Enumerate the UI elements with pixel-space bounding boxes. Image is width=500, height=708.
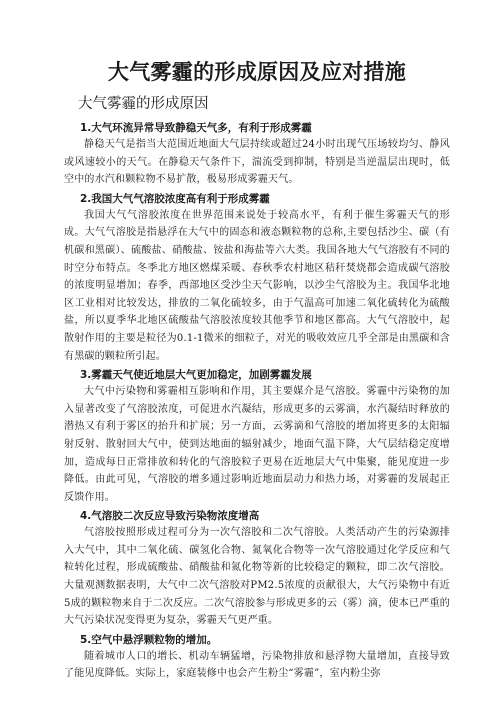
cause-item-1 [64,120,450,189]
cause-paragraph-1: 静稳天气是指当大范围近地面大气层持续或超过24小时出现气压场较均匀、静风或风速较小的天气。在静稳天气条件下，湍流受到抑制，特别是当逆温层出现时，低空中的水汽和颗粒物不易扩散，极易形成雾霾天气。 [64,139,450,186]
cause-item-3 [64,367,450,506]
cause-heading-5: 5.空气中悬浮颗粒物的增加。 [80,633,218,646]
cause-heading-4: 4.气溶胶二次反应导致污染物浓度增高 [80,510,260,523]
cause-paragraph-3: 大气中污染物和雾霾相互影响和作用，其主要媒介是气溶胶。雾霾中污染物的加入显著改变了气溶胶浓度，可促进水汽凝结，形成更多的云雾滴，水汽凝结时释放的潜热又有利于雾区的抬升和扩展；另一方面，云雾滴和气溶胶的增加将更多的太阳辐射反射、散射回大气中，使到达地面的辐射减少，地面气温下降，大气层结稳定度增加，造成每日正常排放和转化的气溶胶粒子更易在近地层大气中集聚，能见度进一步降低。由此可见，气溶胶的增多通过影响近地面层动力和热力场，对雾霾的发展起正反馈作用。 [64,386,450,503]
cause-heading-3: 3.雾霾天气使近地层大气更加稳定，加剧雾霾发展 [80,369,312,382]
cause-heading-1: 1.大气环流异常导致静稳天气多，有利于形成雾霾 [80,122,312,134]
cause-item-4 [64,508,450,630]
cause-paragraph-5: 随着城市人口的增长、机动车辆猛增，污染物排放和悬浮物大量增加，直接导致了能见度降低。实际上，家庭装修中也会产生粉尘“雾霾”，室内粉尘弥 [64,650,450,680]
cause-heading-2: 2.我国大气气溶胶浓度高有利于形成雾霾 [80,192,270,205]
cause-item-5 [64,632,450,683]
cause-paragraph-2: 我国大气气溶胶浓度在世界范围来说处于较高水平，有利于催生雾霾天气的形成。大气气溶胶是指悬浮在大气中的固态和液态颗粒物的总称,主要包括沙尘、碳（有机碳和黑碳）、硫酸盐、硝酸盐、铵盐和海盐等六大类。我国各地大气气溶胶有不同的时空分布特点。冬季北方地区燃煤采暖、春秋季农村地区秸秆焚烧都会造成碳气溶胶的浓度明显增加；春季，西部地区受沙尘天气影响，以沙尘气溶胶为主。我国华北地区工业相对比较发达，排放的二氧化硫较多，由于气温高可加速二氧化硫转化为硫酸盐，所以夏季华北地区硫酸盐气溶胶浓度较其他季节和地区都高。大气气溶胶中，起散射作用的主要是粒径为0.1-1微米的细粒子，对光的吸收效应几乎全部是由黑碳和含有黑碳的颗粒所引起。 [64,209,450,362]
section-heading: 大气雾霾的形成原因 [78,96,209,112]
document-title: 大气雾霾的形成原因及应对措施 [107,59,407,84]
cause-paragraph-4: 气溶胶按照形成过程可分为一次气溶胶和二次气溶胶。人类活动产生的污染源排入大气中，其中二氧化硫、碳氢化合物、氮氧化合物等一次气溶胶通过化学反应和气粒转化过程，形成硫酸盐、硝酸盐和氮化物等新的比较稳定的颗粒，即二次气溶胶。大量观测数据表明，大气中二次气溶胶对PM2.5浓度的贡献很大，大气污染物中有近5成的颗粒物来自于二次反应。二次气溶胶参与形成更多的云（雾）滴，使本已严重的大气污染状况变得更为复杂，雾霾天气更严重。 [64,527,450,627]
cause-item-2 [64,191,450,365]
